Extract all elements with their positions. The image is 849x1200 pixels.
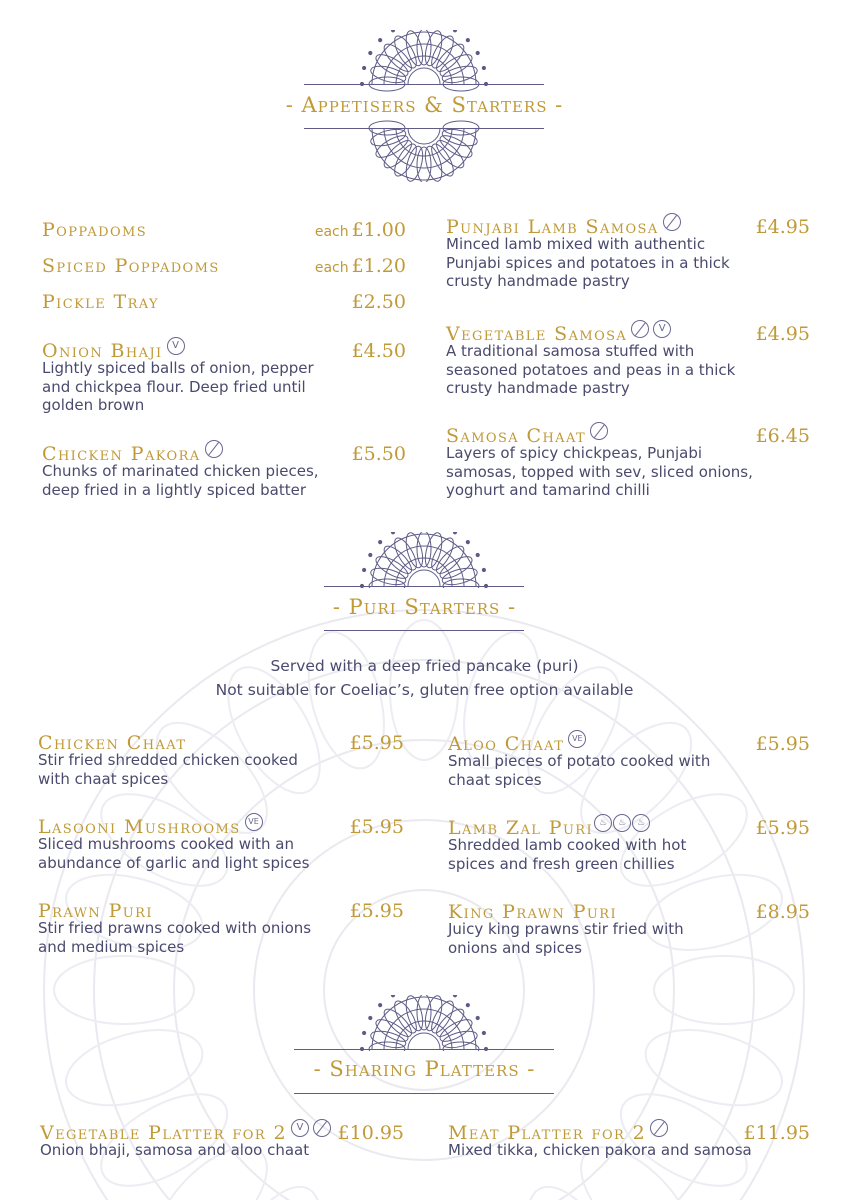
chilli-hot-icon: ♨ xyxy=(613,814,631,832)
item-name xyxy=(448,1119,668,1147)
item-name xyxy=(42,440,223,468)
description-line: Mixed tikka, chicken pakora and samosa xyxy=(448,1141,752,1159)
description-line: Shredded lamb cooked with hot xyxy=(448,836,687,854)
description-line: yoghurt and tamarind chilli xyxy=(446,481,650,499)
description-line: golden brown xyxy=(42,396,145,414)
item-name xyxy=(448,730,586,758)
menu-item xyxy=(38,729,404,788)
item-price xyxy=(756,422,810,450)
chilli-hot-icon: ♨ xyxy=(594,814,612,832)
item-price xyxy=(744,1119,810,1147)
item-name-text: Pickle Tray xyxy=(42,291,160,313)
price-value: £6.45 xyxy=(755,425,810,447)
item-price xyxy=(756,814,810,842)
item-price xyxy=(352,337,406,365)
description-line: spices and fresh green chillies xyxy=(448,854,675,873)
title-rule-top xyxy=(324,586,524,587)
menu-item xyxy=(446,213,810,291)
description-line: deep fried in a lightly spiced batter xyxy=(42,480,307,499)
item-name xyxy=(42,252,220,280)
description-line: Small pieces of potato cooked with xyxy=(448,752,711,770)
item-name xyxy=(38,729,186,757)
item-name-text: Poppadoms xyxy=(42,219,148,241)
price-value: £4.95 xyxy=(755,216,810,238)
description-line: and chickpea flour. Deep fried until xyxy=(42,377,306,396)
item-name-text: Vegetable Samosa xyxy=(446,323,628,345)
vegetarian-icon: V xyxy=(167,337,185,355)
menu-item xyxy=(42,216,406,244)
menu-item xyxy=(448,814,810,873)
mandala-ornament xyxy=(359,532,489,588)
item-name-text: Vegetable Platter for 2 xyxy=(40,1122,287,1144)
item-name xyxy=(40,1119,331,1147)
price-value: £10.95 xyxy=(337,1122,404,1144)
gluten-free-icon xyxy=(650,1119,668,1137)
item-name-text: Spiced Poppadoms xyxy=(42,255,220,277)
item-price xyxy=(756,898,810,926)
item-price xyxy=(756,730,810,758)
chilli-hot-icon: ♨ xyxy=(632,814,650,832)
menu-item xyxy=(38,813,404,872)
price-value: £5.95 xyxy=(349,816,404,838)
item-name xyxy=(42,216,147,244)
section-title: - Sharing Platters - xyxy=(313,1057,536,1081)
price-value: £5.95 xyxy=(349,900,404,922)
gluten-free-icon xyxy=(631,320,649,338)
item-price xyxy=(756,213,810,241)
mandala-ornament xyxy=(359,995,489,1051)
title-rule-top xyxy=(304,84,544,85)
description-line: crusty handmade pastry xyxy=(446,272,630,290)
item-price xyxy=(350,897,404,925)
item-price xyxy=(756,320,810,348)
description-line: Stir fried shredded chicken cooked xyxy=(38,751,298,769)
description-line: A traditional samosa stuffed with xyxy=(446,342,695,360)
item-name-text: Punjabi Lamb Samosa xyxy=(446,216,659,238)
item-name-text: Lasooni Mushrooms xyxy=(38,816,241,838)
item-description xyxy=(42,359,406,415)
vegetarian-icon: V xyxy=(653,320,671,338)
description-line: with chaat spices xyxy=(38,769,169,788)
gluten-free-icon xyxy=(205,440,223,458)
price-prefix: each xyxy=(314,224,349,240)
price-value: £4.50 xyxy=(351,340,406,362)
vegan-icon: VE xyxy=(245,813,263,831)
price-value: £5.95 xyxy=(755,817,810,839)
item-price xyxy=(315,216,406,246)
item-price xyxy=(350,729,404,757)
menu-item xyxy=(40,1119,404,1160)
description-line: onions and spices xyxy=(448,938,582,957)
item-name xyxy=(42,288,159,316)
description-line: Layers of spicy chickpeas, Punjabi xyxy=(446,444,703,462)
item-name-text: Onion Bhaji xyxy=(42,340,163,362)
price-value: £2.50 xyxy=(351,291,406,313)
item-price xyxy=(338,1119,404,1147)
item-name-text: Samosa Chaat xyxy=(446,425,587,447)
section-title: - Appetisers & Starters - xyxy=(285,93,564,117)
item-name-text: Aloo Chaat xyxy=(448,733,565,755)
title-rule-bottom xyxy=(324,630,524,631)
item-name xyxy=(38,897,153,925)
gluten-free-icon xyxy=(313,1119,331,1137)
description-line: Chunks of marinated chicken pieces, xyxy=(42,462,319,480)
item-name-text: Prawn Puri xyxy=(38,900,153,922)
title-rule-bottom xyxy=(294,1093,554,1094)
description-line: Punjabi spices and potatoes in a thick xyxy=(446,253,730,272)
title-rule-top xyxy=(294,1049,554,1050)
price-value: £1.20 xyxy=(351,255,406,277)
menu-item xyxy=(446,422,810,500)
item-name xyxy=(446,213,681,241)
item-price xyxy=(352,288,406,316)
section-title: - Puri Starters - xyxy=(332,595,517,619)
price-value: £11.95 xyxy=(743,1122,810,1144)
description-line: Minced lamb mixed with authentic xyxy=(446,235,706,253)
menu-item xyxy=(448,898,810,957)
vegan-icon: VE xyxy=(568,730,586,748)
description-line: and medium spices xyxy=(38,937,185,956)
title-rule-bottom xyxy=(304,128,544,129)
description-line: Stir fried prawns cooked with onions xyxy=(38,919,312,937)
menu-item xyxy=(42,252,406,280)
description-line: Juicy king prawns stir fried with xyxy=(448,920,684,938)
description-line: chaat spices xyxy=(448,770,542,789)
menu-item xyxy=(42,288,406,316)
price-value: £4.95 xyxy=(755,323,810,345)
gluten-free-icon xyxy=(663,213,681,231)
item-description xyxy=(446,342,810,398)
menu-item xyxy=(38,897,404,956)
item-price xyxy=(350,813,404,841)
item-description xyxy=(446,444,810,500)
price-value: £5.95 xyxy=(349,732,404,754)
menu-item xyxy=(446,320,810,398)
menu-item xyxy=(448,730,810,789)
description-line: Sliced mushrooms cooked with an xyxy=(38,835,295,853)
item-name xyxy=(446,320,671,348)
item-price xyxy=(352,440,406,468)
menu-item xyxy=(448,1119,810,1160)
item-description xyxy=(446,235,810,291)
menu-item xyxy=(42,440,406,499)
price-prefix: each xyxy=(314,260,349,276)
price-value: £5.50 xyxy=(351,443,406,465)
description-line: samosas, topped with sev, sliced onions, xyxy=(446,462,753,481)
description-line: abundance of garlic and light spices xyxy=(38,853,310,872)
item-name xyxy=(448,898,617,926)
item-price xyxy=(315,252,406,282)
price-value: £8.95 xyxy=(755,901,810,923)
price-value: £5.95 xyxy=(755,733,810,755)
gluten-free-icon xyxy=(590,422,608,440)
description-line: Lightly spiced balls of onion, pepper xyxy=(42,359,314,377)
item-name xyxy=(42,337,185,365)
item-name-text: King Prawn Puri xyxy=(448,901,618,923)
section-intro-line: Served with a deep fried pancake (puri) xyxy=(270,657,579,675)
item-name-text: Lamb Zal Puri xyxy=(448,817,594,839)
item-name-text: Meat Platter for 2 xyxy=(448,1122,647,1144)
description-line: seasoned potatoes and peas in a thick xyxy=(446,360,736,379)
item-name-text: Chicken Chaat xyxy=(38,732,187,754)
item-name xyxy=(448,814,650,842)
item-name xyxy=(38,813,263,841)
price-value: £1.00 xyxy=(351,219,406,241)
description-line: crusty handmade pastry xyxy=(446,379,630,397)
vegetarian-icon: V xyxy=(291,1119,309,1137)
section-intro-line: Not suitable for Coeliac’s, gluten free option available xyxy=(215,681,634,699)
item-name-text: Chicken Pakora xyxy=(42,443,201,465)
item-name xyxy=(446,422,608,450)
description-line: Onion bhaji, samosa and aloo chaat xyxy=(40,1141,310,1159)
menu-item xyxy=(42,337,406,415)
